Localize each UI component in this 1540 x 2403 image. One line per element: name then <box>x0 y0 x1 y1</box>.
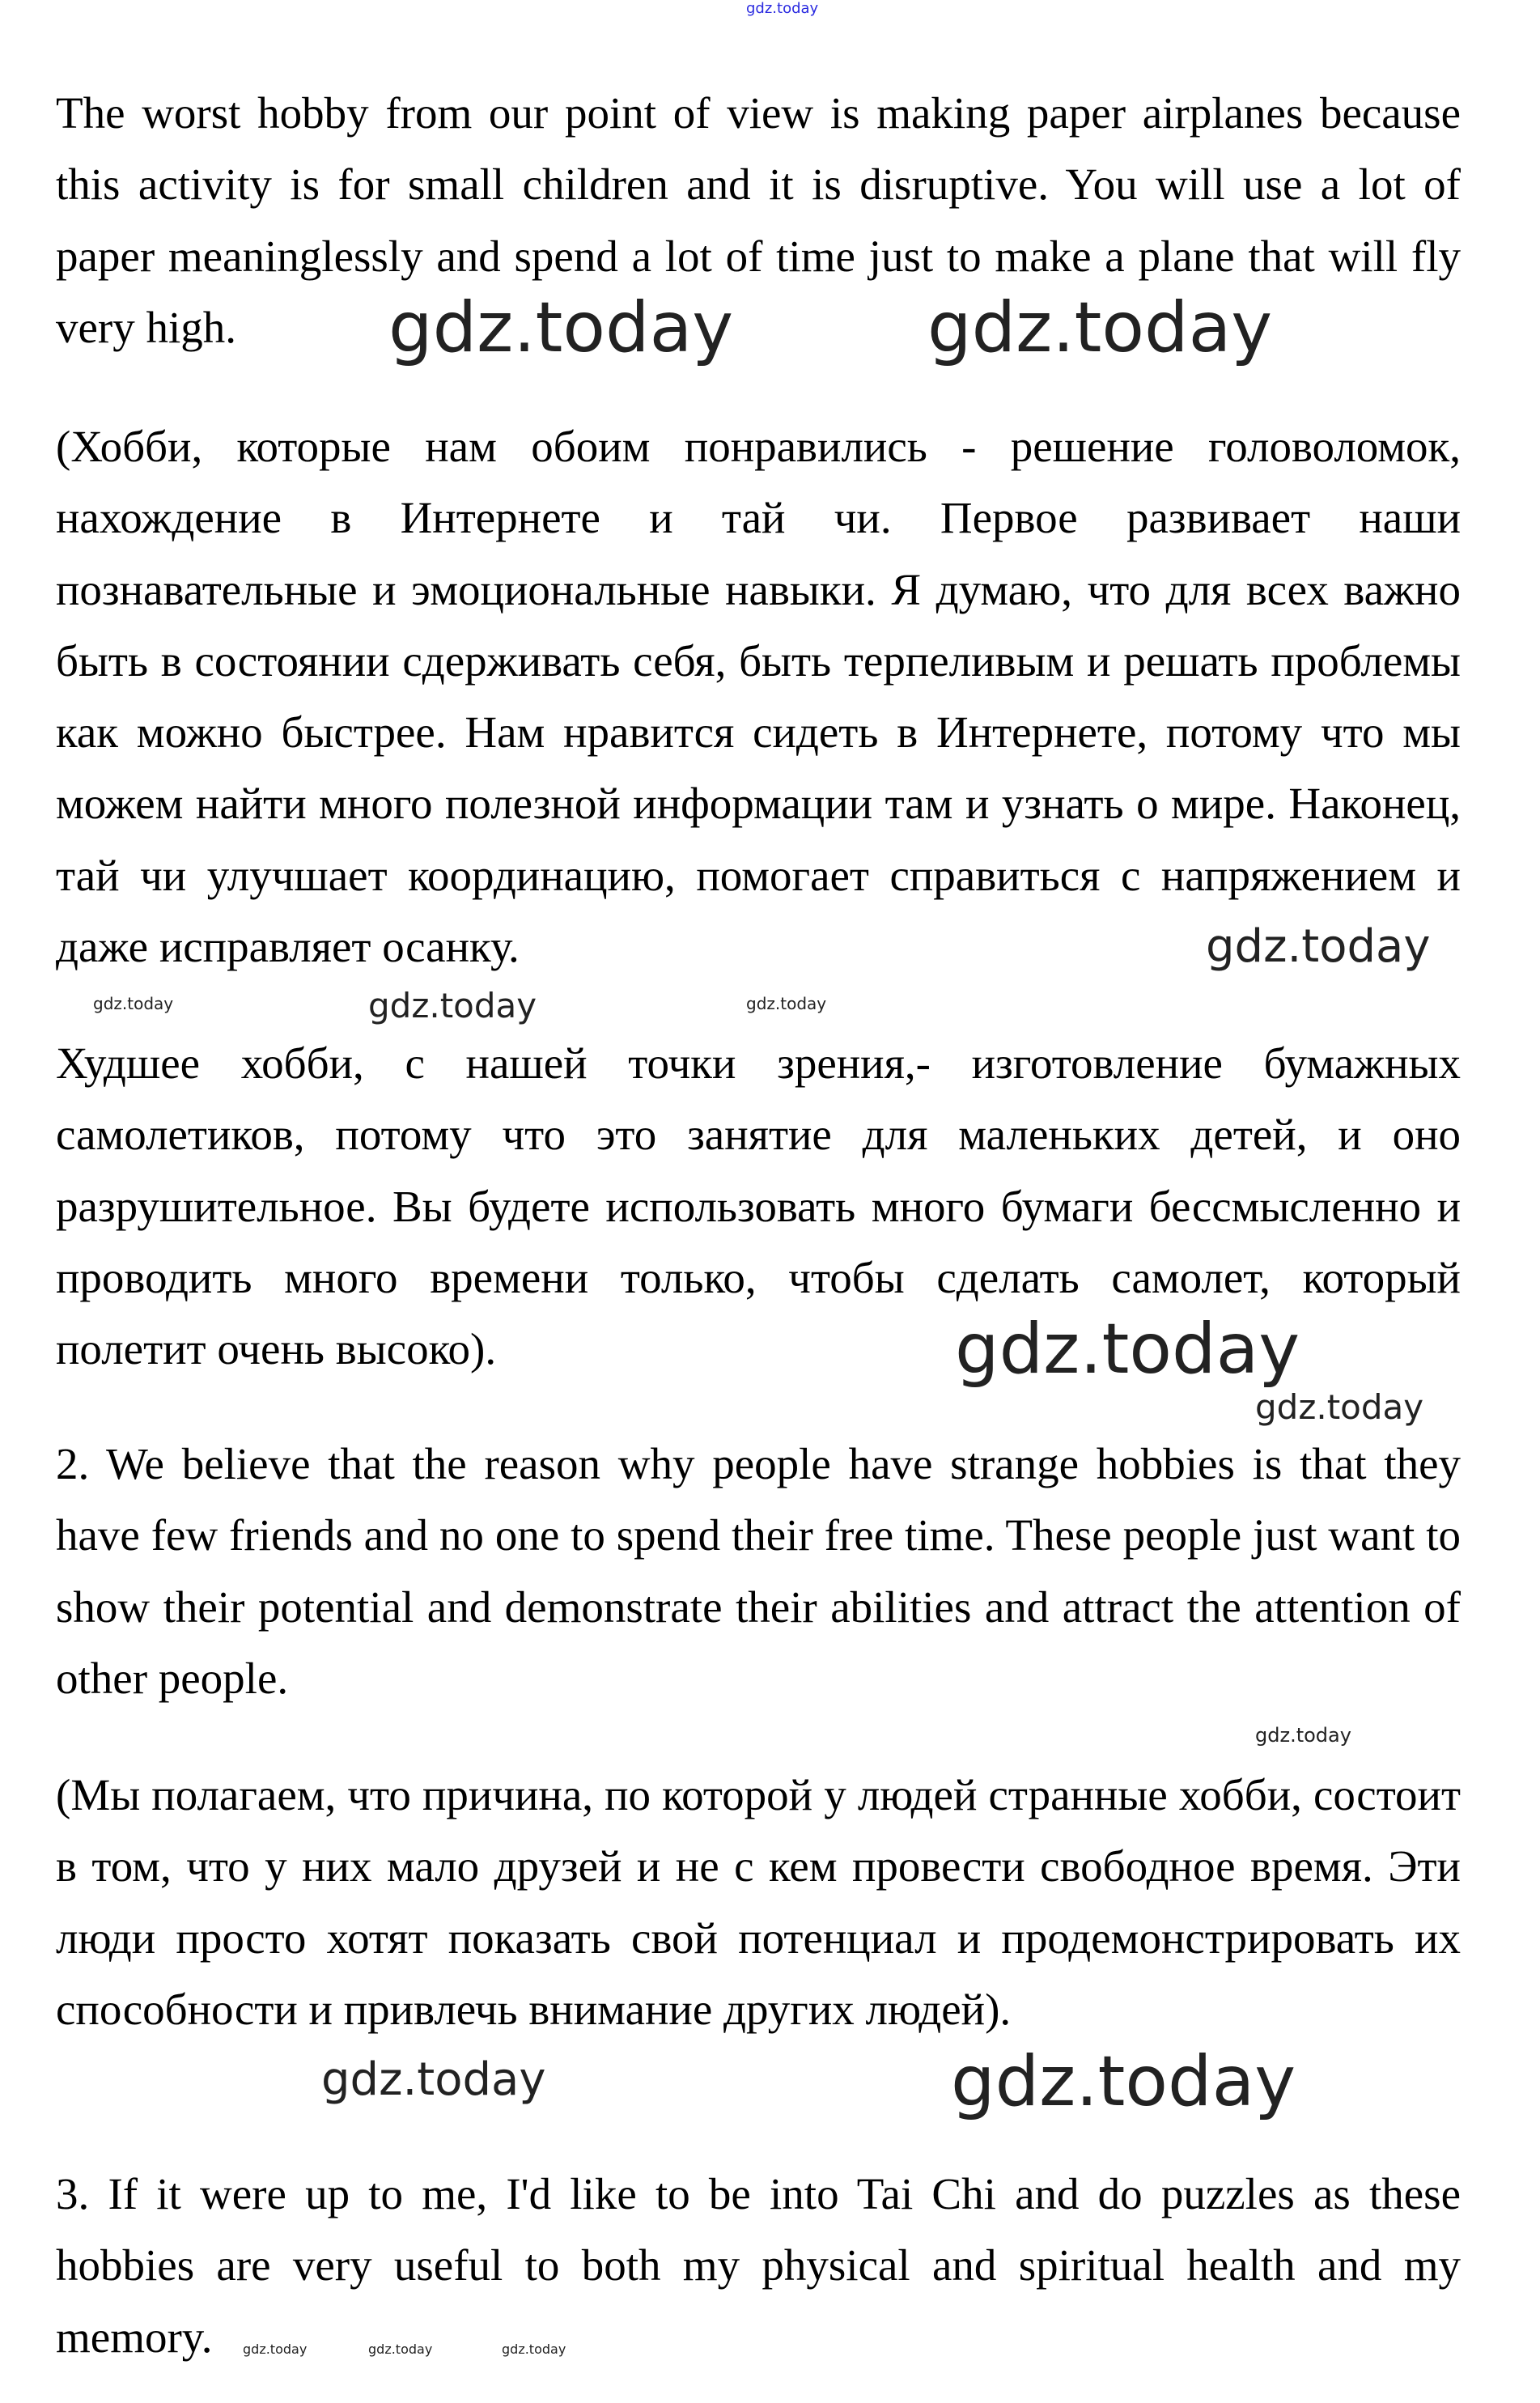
watermark: gdz.today <box>388 287 734 368</box>
paragraph-answer-3-en: 3. If it were up to me, I'd like to be into Tai Chi and do puzzles as these hobbies are very useful to both my physical and spiritual health and my memory. <box>56 2169 1461 2362</box>
paragraph-answer-2-ru: (Мы полагаем, что причина, по которой у людей странные хобби, состоит в том, что у них мало друзей и не с кем провести свободное время. Эти люди просто хотят показать свой потенциал и продемонстрировать их способности и привлечь внимание других людей). <box>56 1770 1461 2034</box>
watermark: gdz.today <box>746 994 827 1013</box>
paragraph-answer-2-en: 2. We believe that the reason why people have strange hobbies is that they have few friends and no one to spend their free time. These people just want to show their potential and demonstrate their abilities and attract the attention of other people. <box>56 1439 1461 1703</box>
paragraph-worst-hobby-en: The worst hobby from our point of view is making paper airplanes because this activity is for small children and it is disruptive. You will use a lot of paper meaninglessly and spend a lot of time just to make a plane that will fly very high. <box>56 88 1461 352</box>
watermark: gdz.today <box>502 2341 566 2357</box>
watermark: gdz.today <box>321 2053 546 2106</box>
watermark: gdz.today <box>93 994 174 1013</box>
paragraph-worst-hobby-ru: Худшее хобби, с нашей точки зрения,- изготовление бумажных самолетиков, потому что это занятие для маленьких детей, и оно разрушительное. Вы будете использовать много бумаги бессмысленно и проводить много времени только, чтобы сделать самолет, который полетит очень высоко). <box>56 1038 1461 1374</box>
watermark: gdz.today <box>955 1309 1300 1390</box>
watermark: gdz.today <box>951 2041 1296 2122</box>
watermark: gdz.today <box>368 986 537 1025</box>
watermark: gdz.today <box>243 2341 308 2357</box>
paragraph-hobbies-ru: (Хобби, которые нам обоим понравились - решение головоломок, нахождение в Интернете и тай чи. Первое развивает наши познавательные и эмоциональные навыки. Я думаю, что для всех важно быть в состоянии сдерживать себя, быть терпеливым и решать проблемы как можно быстрее. Нам нравится сидеть в Интернете, потому что мы можем найти много полезной информации там и узнать о мире. Наконец, тай чи улучшает координацию, помогает справиться с напряжением и даже исправляет осанку. <box>56 422 1461 972</box>
watermark: gdz.today <box>746 0 819 17</box>
watermark: gdz.today <box>1206 920 1431 973</box>
watermark: gdz.today <box>1255 1387 1424 1427</box>
watermark: gdz.today <box>1255 1724 1351 1747</box>
watermark: gdz.today <box>368 2341 433 2357</box>
watermark: gdz.today <box>927 287 1273 368</box>
